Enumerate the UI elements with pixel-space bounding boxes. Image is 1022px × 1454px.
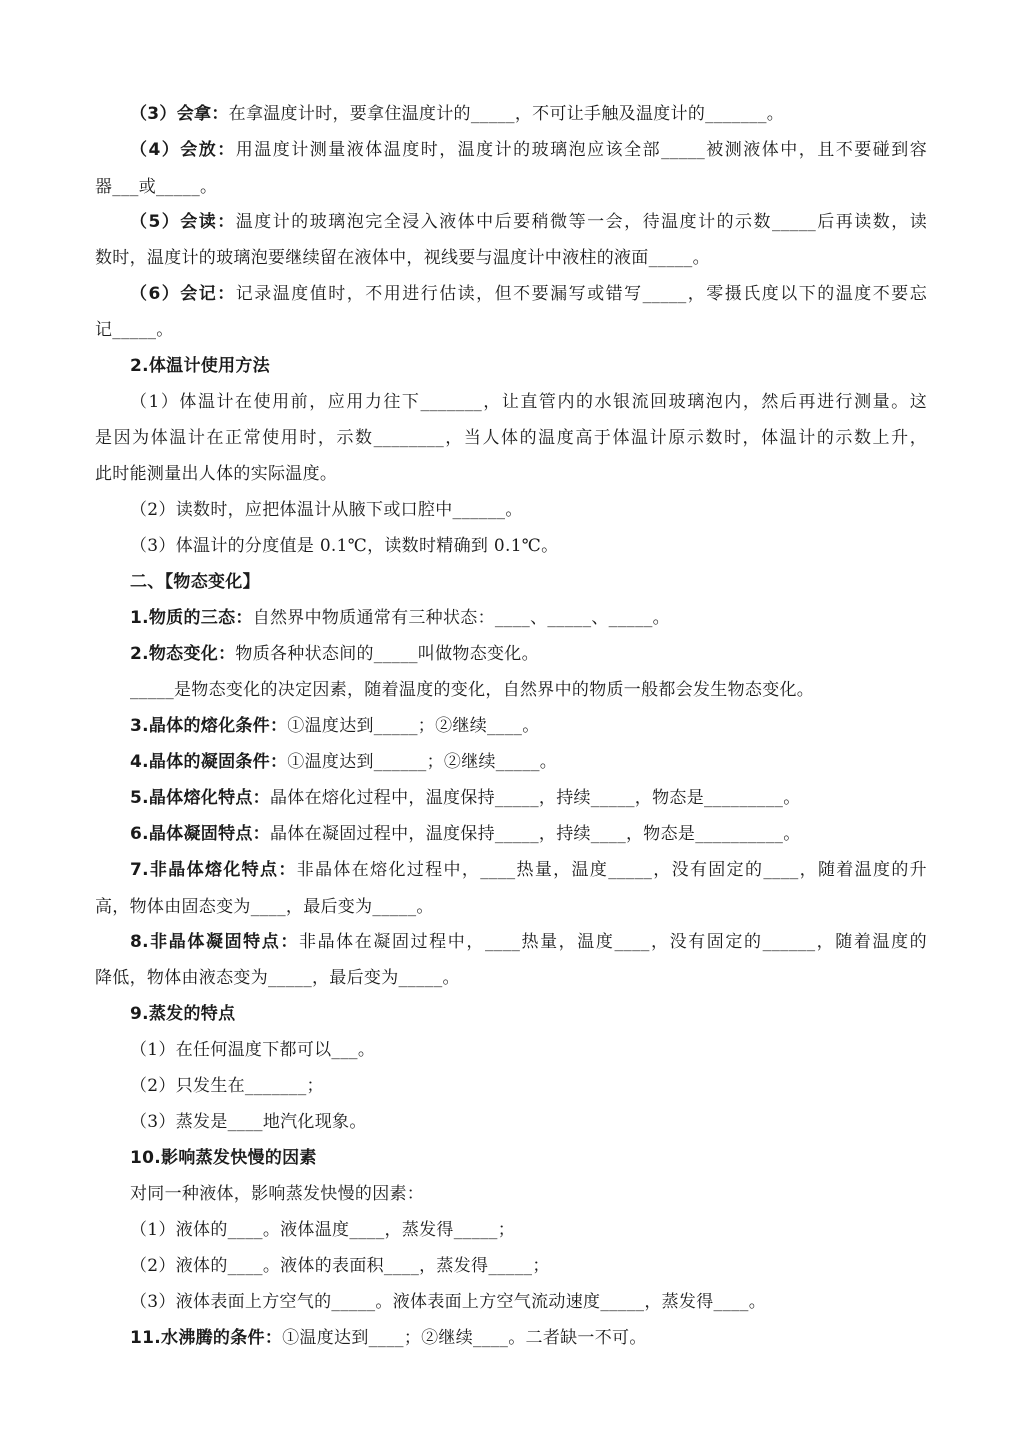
section-heading	[130, 1147, 317, 1169]
line	[130, 139, 927, 161]
line	[95, 896, 434, 918]
line	[130, 823, 801, 845]
line-text: 用温度计测量液体温度时，温度计的玻璃泡应该全部_____被测液体中，且不要碰到容	[235, 140, 927, 160]
line	[130, 535, 558, 557]
line-text: 温度计的玻璃泡完全浸入液体中后要稍微等一会，待温度计的示数_____后再读数，读	[235, 212, 927, 232]
line-label: 8.非晶体凝固特点：	[130, 932, 299, 952]
line	[95, 427, 927, 449]
line	[130, 499, 523, 521]
line-text: 记录温度值时，不用进行估读，但不要漏写或错写_____，零摄氏度以下的温度不要忘	[235, 284, 927, 304]
line	[95, 247, 710, 269]
line-text: 降低，物体由液态变为_____，最后变为_____。	[95, 968, 460, 988]
line-label: 11.水沸腾的条件：	[130, 1328, 283, 1348]
line	[130, 283, 927, 305]
line-text: ①温度达到____；②继续____。二者缺一不可。	[282, 1328, 647, 1348]
line-text: 非晶体在凝固过程中，____热量，温度____，没有固定的______，随着温度的	[298, 932, 927, 952]
line-label: 7.非晶体熔化特点：	[130, 860, 297, 880]
line-text: 对同一种液体，影响蒸发快慢的因素：	[130, 1184, 425, 1204]
line-text: （1）体温计在使用前，应用力往下_______，让直管内的水银流回玻璃泡内，然后再进行测量。这	[130, 392, 927, 412]
line	[130, 931, 927, 953]
line-label: 6.晶体凝固特点：	[130, 824, 270, 844]
line-label: （4）会放：	[130, 140, 236, 160]
line	[130, 1291, 766, 1313]
line-text: （3）蒸发是____地汽化现象。	[130, 1112, 367, 1132]
line	[130, 1075, 324, 1097]
line-label: 二、【物态变化】	[130, 572, 260, 592]
section-heading	[130, 571, 260, 593]
line-text: 高，物体由固态变为____，最后变为_____。	[95, 897, 434, 917]
line	[130, 859, 927, 881]
line-label: 3.晶体的熔化条件：	[130, 716, 288, 736]
section-heading	[130, 355, 270, 377]
line-text: （1）液体的____。液体温度____，蒸发得_____；	[130, 1220, 516, 1240]
line	[130, 607, 670, 629]
line	[130, 643, 539, 665]
line-label: 5.晶体熔化特点：	[130, 788, 270, 808]
line-text: （2）读数时，应把体温计从腋下或口腔中______。	[130, 500, 523, 520]
line-label: 4.晶体的凝固条件：	[130, 752, 288, 772]
line	[130, 1039, 375, 1061]
line	[130, 391, 927, 413]
line	[95, 319, 174, 341]
line-text: 此时能测量出人体的实际温度。	[95, 464, 338, 484]
line-text: 物质各种状态间的_____叫做物态变化。	[235, 644, 539, 664]
line	[130, 1111, 367, 1133]
line-text: 晶体在熔化过程中，温度保持_____，持续_____，物态是_________。	[270, 788, 801, 808]
line-text: 晶体在凝固过程中，温度保持_____，持续____，物态是__________。	[270, 824, 801, 844]
line-text: 自然界中物质通常有三种状态：____、_____、_____。	[252, 608, 670, 628]
line	[130, 679, 814, 701]
line-text: 是因为体温计在正常使用时，示数________，当人体的温度高于体温计原示数时，体温计的示数上升，	[95, 428, 927, 448]
line	[130, 1327, 647, 1349]
line-label: 1.物质的三态：	[130, 608, 253, 628]
line-label: （3）会拿：	[130, 104, 229, 124]
line-label: 10.影响蒸发快慢的因素	[130, 1148, 317, 1168]
line	[95, 463, 337, 485]
line-text: （1）在任何温度下都可以___。	[130, 1040, 376, 1060]
line-text: ①温度达到______；②继续_____。	[287, 752, 558, 772]
line-text: 在拿温度计时，要拿住温度计的_____，不可让手触及温度计的_______。	[228, 104, 785, 124]
line	[130, 715, 540, 737]
line	[130, 103, 784, 125]
line	[130, 1219, 515, 1241]
line-text: 器___或_____。	[95, 177, 218, 197]
line-text: 数时，温度计的玻璃泡要继续留在液体中，视线要与温度计中液柱的液面_____。	[95, 248, 710, 268]
line-text: 非晶体在熔化过程中，____热量，温度_____，没有固定的____，随着温度的升	[296, 860, 927, 880]
line	[130, 751, 557, 773]
section-heading	[130, 1003, 235, 1025]
line	[130, 211, 927, 233]
line	[130, 1183, 424, 1205]
line-text: _____是物态变化的决定因素，随着温度的变化，自然界中的物质一般都会发生物态变化。	[130, 680, 815, 700]
line-label: 2.体温计使用方法	[130, 356, 270, 376]
line-label: （6）会记：	[130, 284, 236, 304]
line-text: （2）只发生在_______；	[130, 1076, 324, 1096]
line	[130, 1255, 550, 1277]
line-label: （5）会读：	[130, 212, 236, 232]
line-label: 9.蒸发的特点	[130, 1004, 236, 1024]
line-text: （3）体温计的分度值是 0.1℃，读数时精确到 0.1℃。	[130, 536, 559, 556]
line	[95, 967, 460, 989]
line-text: 记_____。	[95, 320, 174, 340]
line	[95, 176, 217, 198]
line-text: （2）液体的____。液体的表面积____，蒸发得_____；	[130, 1256, 550, 1276]
line-label: 2.物态变化：	[130, 644, 236, 664]
line-text: （3）液体表面上方空气的_____。液体表面上方空气流动速度_____，蒸发得____。	[130, 1292, 767, 1312]
line-text: ①温度达到_____；②继续____。	[287, 716, 540, 736]
line	[130, 787, 801, 809]
